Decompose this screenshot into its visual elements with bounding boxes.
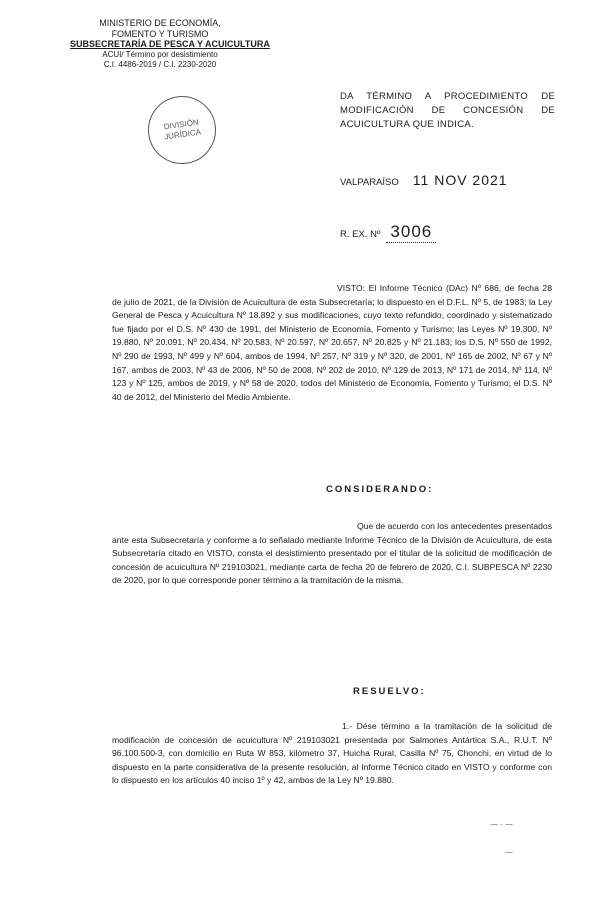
resolution-value: 3006 bbox=[386, 222, 436, 243]
date-stamp: 11 NOV 2021 bbox=[412, 172, 508, 188]
resuelvo-item-1: 1.- Dése término a la tramitación de la solicitud de modificación de concesión de acuicultura Nº 219103021 presentada por Salmones Antártica S.A., R.U.T. Nº 96.100.500-3, con domicilio en Ruta W 853, kilómetro 37, Huicha Rural, Casilla Nº 75, Chonchi, en virtud de lo dispuesto en la parte considerativa de la presente resolución, al Informe Técnico citado en VISTO y conforme con lo dispuesto en los artículos 40 inciso 1º y 42, ambos de la Ley Nº 19.880. bbox=[112, 721, 552, 786]
visto-paragraph: VISTO: El Informe Técnico (DAc) Nº 686, de fecha 28 de julio de 2021, de la División de Acuicultura de esta Subsecretaría; lo dispuesto en el D.F.L. Nº 5, de 1983; la Ley General de Pesca y Acuicultura Nº 18.892 y sus modificaciones, cuyo texto refundido, coordinado y sistematizado fue fijado por el D.S. Nº 430 de 1991, del Ministerio de Economía, Fomento y Turismo; las Leyes Nº 19.300, Nº 19.880, Nº 20.091, Nº 20.434, Nº 20.583, Nº 20.597, Nº 20.657, Nº 20.825 y Nº 21.183; los D.S. Nº 550 de 1992, Nº 290 de 1993, Nº 499 y Nº 604, ambos de 1994, Nº 257, Nº 319 y Nº 320, de 2001, Nº 165 de 2002, Nº 67 y Nº 167, ambos de 2003, Nº 43 de 2006, Nº 50 de 2008, Nº 202 de 2010, Nº 129 de 2013, Nº 171 de 2014, Nº 114, Nº 123 y Nº 125, ambos de 2019, y Nº 58 de 2020, todos del Ministerio de Economía, Fomento y Turismo; el D.S. Nº 40 de 2012, del Ministerio del Medio Ambiente. bbox=[112, 283, 552, 402]
stamp-line-2: JURÍDICA bbox=[163, 127, 202, 142]
place-date bbox=[340, 172, 508, 188]
city: VALPARAÍSO bbox=[340, 177, 399, 188]
subsecretaria-name: SUBSECRETARÍA DE PESCA Y ACUICULTURA bbox=[70, 39, 270, 49]
subject-line: DA TÉRMINO A PROCEDIMIENTO DE MODIFICACIÓN DE CONCESIÓN DE ACUICULTURA QUE INDICA. bbox=[340, 91, 555, 130]
reference-line-2: C.I. 4486-2019 / C.I. 2230-2020 bbox=[103, 60, 217, 69]
stamp-line-1: DIVISIÓN bbox=[163, 117, 200, 132]
considerando-heading: CONSIDERANDO: bbox=[326, 484, 434, 495]
considerando-paragraph: Que de acuerdo con los antecedentes presentados ante esta Subsecretaría y conforme a lo señalado mediante Informe Técnico de la División de Acuicultura, de esta Subsecretaría citado en VISTO, consta el desistimiento presentado por el titular de la solicitud de modificación de concesión de acuicultura Nº 219103021, mediante carta de fecha 20 de febrero de 2020, C.I. SUBPESCA Nº 2230 de 2020, por lo que corresponde poner término a la tramitación de la misma. bbox=[112, 521, 552, 586]
division-stamp bbox=[144, 92, 221, 169]
resuelvo-heading: RESUELVO: bbox=[353, 686, 426, 697]
resolution-number bbox=[340, 222, 436, 243]
ministry-line-2: FOMENTO Y TURISMO bbox=[111, 28, 209, 39]
ministry-line-1: MINISTERIO DE ECONOMÍA, bbox=[99, 18, 221, 28]
letterhead bbox=[70, 18, 270, 71]
signature-mark: ⁓ ‐ ⁓ bbox=[490, 820, 514, 829]
resolution-label: R. EX. Nº bbox=[340, 229, 381, 240]
signature-mark-2: ⁓ bbox=[505, 848, 513, 857]
reference-line-1: ACUI/ Término por desistimiento bbox=[102, 49, 218, 59]
